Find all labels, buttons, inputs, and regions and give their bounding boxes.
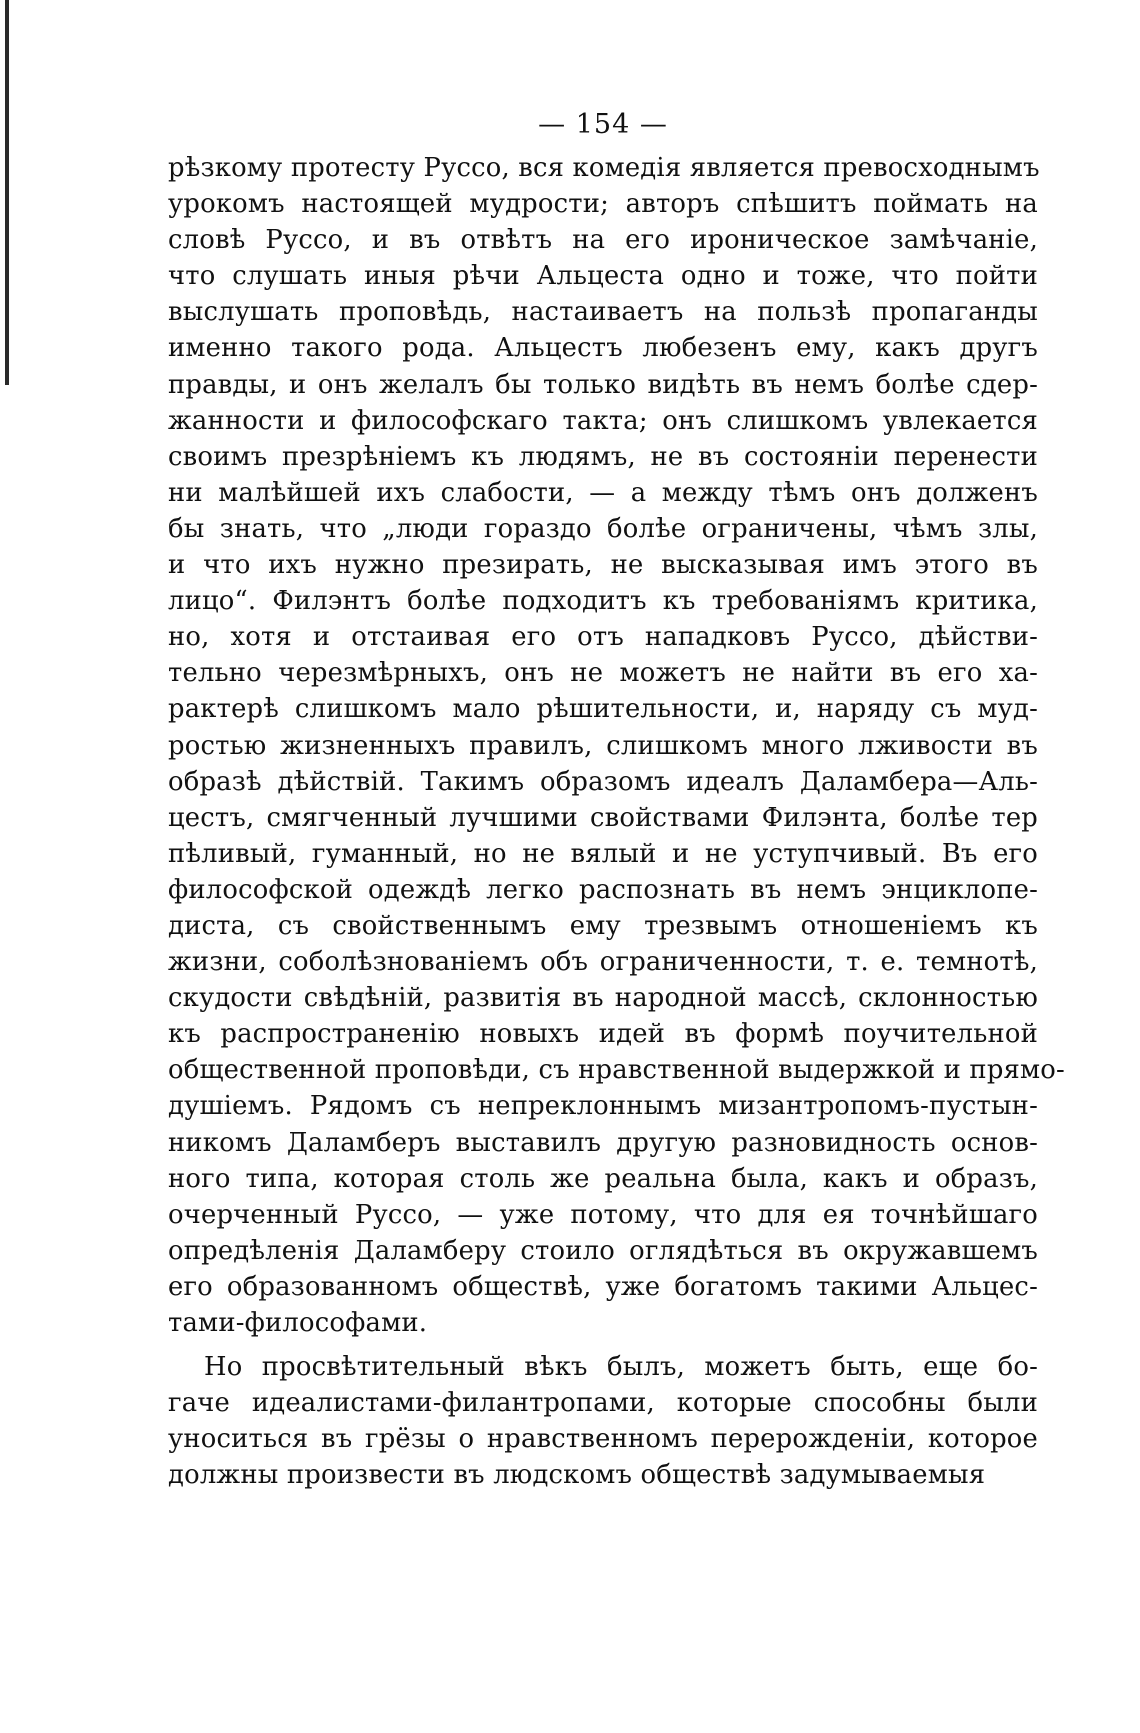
text-line: рѣзкому протесту Руссо, вся комедія является превосходнымъ [168, 153, 1040, 183]
text-line: ного типа, которая столь же реальна была, какъ и образъ, [168, 1163, 1038, 1194]
text-line: общественной проповѣди, съ нравственной выдержкой и прямо- [168, 1055, 1065, 1086]
text-line: должны произвести въ людскомъ обществѣ задумываемыя [168, 1460, 986, 1491]
text-line: словѣ Руссо, и въ отвѣтъ на его ироническое замѣчаніе, [168, 225, 1038, 256]
text-line: очерченный Руссо, — уже потому, что для ея точнѣйшаго [168, 1199, 1038, 1230]
scan-edge-rule [5, 0, 9, 385]
text-line: цестъ, смягченный лучшими свойствами Филэнта, болѣе тер [168, 802, 1038, 833]
text-line: ростью жизненныхъ правилъ, слишкомъ много лживости въ [168, 730, 1038, 761]
text-line: философской одеждѣ легко распознать въ немъ энциклопе- [168, 874, 1038, 905]
text-line: выслушать проповѣдь, настаиваетъ на пользѣ пропаганды [168, 297, 1038, 328]
text-line: своимъ презрѣніемъ къ людямъ, не въ состояніи перенести [168, 441, 1038, 472]
text-line: уноситься въ грёзы о нравственномъ перерожденіи, которое [168, 1424, 1038, 1455]
text-line: душіемъ. Рядомъ съ непреклоннымъ мизантропомъ-пустын- [168, 1091, 1038, 1122]
text-line: тельно черезмѣрныхъ, онъ не можетъ не найти въ его ха- [168, 658, 1038, 689]
text-line: образѣ дѣйствій. Такимъ образомъ идеалъ Даламбера—Аль- [168, 766, 1038, 797]
text-line: ни малѣйшей ихъ слабости, — а между тѣмъ онъ долженъ [168, 477, 1038, 508]
book-page [168, 100, 1065, 1493]
text-line: лицо“. Филэнтъ болѣе подходитъ къ требованіямъ критика, [168, 586, 1038, 617]
text-line: рактерѣ слишкомъ мало рѣшительности, и, наряду съ муд- [168, 694, 1038, 725]
text-line: опредѣленія Даламберу стоило оглядѣться въ окружавшемъ [168, 1235, 1038, 1266]
text-line: жанности и философскаго такта; онъ слишкомъ увлекается [168, 405, 1038, 436]
text-line: диста, съ свойственнымъ ему трезвымъ отношеніемъ къ [168, 910, 1038, 941]
text-line: урокомъ настоящей мудрости; авторъ спѣшитъ поймать на [168, 189, 1038, 220]
text-line: скудости свѣдѣній, развитія въ народной массѣ, склонностью [168, 983, 1038, 1014]
text-line: его образованномъ обществѣ, уже богатомъ такими Альцес- [168, 1271, 1038, 1302]
text-line: бы знать, что „люди гораздо болѣе ограничены, чѣмъ злы, [168, 513, 1038, 544]
text-line: Но просвѣтительный вѣкъ былъ, можетъ быть, еще бо- [204, 1352, 1038, 1383]
page-number: — 154 — [538, 109, 668, 140]
text-line: правды, и онъ желалъ бы только видѣть въ немъ болѣе сдер- [168, 369, 1038, 400]
text-line: что слушать иныя рѣчи Альцеста одно и тоже, что пойти [168, 261, 1038, 292]
text-line: и что ихъ нужно презирать, не высказывая имъ этого въ [168, 550, 1038, 581]
text-line: тами-философами. [168, 1308, 428, 1338]
text-line: именно такого рода. Альцестъ любезенъ ему, какъ другъ [168, 333, 1038, 364]
paragraph-2 [168, 1349, 1038, 1493]
text-line: къ распространенію новыхъ идей въ формѣ поучительной [168, 1019, 1038, 1050]
text-line: но, хотя и отстаивая его отъ нападковъ Руссо, дѣйстви- [168, 622, 1038, 653]
text-line: никомъ Даламберъ выставилъ другую разновидность основ- [168, 1127, 1038, 1158]
text-line: жизни, соболѣзнованіемъ объ ограниченности, т. е. темнотѣ, [168, 947, 1038, 978]
paragraph-1 [168, 150, 1065, 1341]
text-line: гаче идеалистами-филантропами, которые способны были [168, 1388, 1038, 1419]
text-line: пѣливый, гуманный, но не вялый и не уступчивый. Въ его [168, 838, 1038, 869]
